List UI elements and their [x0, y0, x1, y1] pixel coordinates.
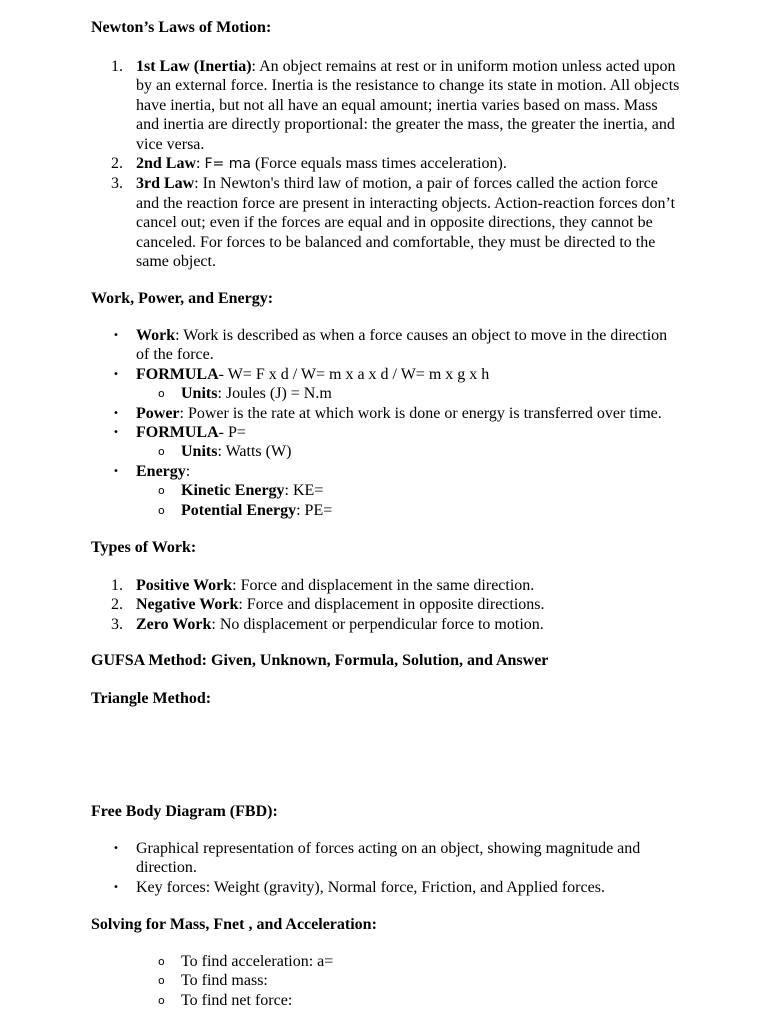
sub-bullet-marker: o — [158, 503, 165, 517]
power-units-label: Units — [181, 443, 218, 461]
list-item-find-net-force — [0, 991, 681, 1010]
heading-newtons-laws: Newton’s Laws of Motion: — [91, 19, 272, 36]
list-marker: 2. — [111, 596, 123, 614]
list-item-work-formula — [0, 365, 681, 384]
work-units-label: Units — [181, 385, 218, 403]
potential-energy-label: Potential Energy — [181, 501, 297, 519]
fbd-definition-text: Graphical representation of forces acting on an object, showing magnitude and direction. — [136, 840, 641, 877]
list-item-fbd-key-forces — [0, 878, 681, 897]
list-item-potential-energy — [0, 501, 681, 520]
types-of-work-list — [0, 576, 768, 634]
find-net-force-text: To find net force: — [181, 991, 293, 1009]
list-marker: 1. — [111, 58, 123, 75]
list-item-positive-work — [0, 576, 681, 595]
fbd-key-forces-text: Key forces: Weight (gravity), Normal force, Friction, and Applied forces. — [136, 878, 605, 896]
positive-work-text: : Force and displacement in the same direction. — [232, 577, 535, 594]
third-law-label: 3rd Law — [136, 175, 195, 193]
second-law-text: (Force equals mass times acceleration). — [250, 155, 507, 173]
kinetic-energy-label: Kinetic Energy — [181, 482, 285, 500]
list-item-third-law — [0, 174, 681, 271]
heading-triangle-method: Triangle Method: — [91, 690, 212, 707]
power-label: Power — [136, 404, 180, 422]
list-item-kinetic-energy — [0, 481, 681, 500]
negative-work-text: : Force and displacement in opposite directions. — [238, 596, 545, 614]
energy-label: Energy — [136, 462, 186, 480]
work-units-text: : Joules (J) = N.m — [217, 385, 332, 403]
heading-types-of-work: Types of Work: — [91, 539, 197, 556]
work-power-energy-list — [0, 326, 768, 520]
second-law-label: 2nd Law — [136, 155, 197, 173]
energy-text: : — [185, 462, 191, 480]
sub-bullet-marker: o — [158, 955, 165, 968]
heading-gufsa-method: GUFSA Method: Given, Unknown, Formula, Solution, and Answer — [91, 652, 549, 669]
power-units-text: : Watts (W) — [217, 443, 292, 461]
heading-solving-mass-fnet-acceleration: Solving for Mass, Fnet , and Acceleration: — [91, 916, 377, 933]
second-law-colon: : — [196, 155, 205, 173]
work-label: Work — [136, 327, 176, 344]
zero-work-label: Zero Work — [136, 615, 212, 633]
list-marker: 1. — [111, 577, 123, 594]
power-formula-label: FORMULA — [136, 424, 219, 442]
fbd-list — [0, 839, 768, 897]
bullet-marker: • — [113, 881, 119, 893]
list-item-negative-work — [0, 595, 681, 614]
list-item-work — [0, 326, 681, 365]
bullet-marker: • — [113, 843, 119, 854]
heading-free-body-diagram: Free Body Diagram (FBD): — [91, 803, 278, 820]
work-formula-text: - W= F x d / W= m x a x d / W= m x g x h — [218, 365, 490, 383]
first-law-label: 1st Law (Inertia) — [136, 58, 252, 75]
power-text: : Power is the rate at which work is done or energy is transferred over time. — [179, 404, 662, 422]
negative-work-label: Negative Work — [136, 596, 239, 614]
kinetic-energy-text: : KE= — [284, 482, 324, 500]
list-marker: 2. — [111, 155, 123, 173]
list-item-energy — [0, 462, 681, 481]
solving-list — [0, 952, 768, 1010]
bullet-marker: • — [113, 330, 119, 341]
list-item-second-law — [0, 154, 681, 174]
bullet-marker: • — [113, 427, 119, 439]
list-item-power-units — [0, 442, 681, 461]
bullet-marker: • — [113, 465, 119, 477]
work-text: : Work is described as when a force causes an object to move in the direction of the force. — [136, 327, 668, 364]
find-acceleration-text: To find acceleration: a= — [181, 953, 334, 970]
list-item-power-formula — [0, 423, 681, 442]
sub-bullet-marker: o — [158, 445, 165, 459]
work-formula-label: FORMULA — [136, 365, 219, 383]
list-item-find-mass — [0, 971, 681, 990]
list-item-fbd-definition — [0, 839, 681, 878]
list-item-find-acceleration — [0, 952, 681, 971]
sub-bullet-marker: o — [158, 484, 165, 498]
bullet-marker: • — [113, 368, 119, 380]
newton-laws-list — [0, 57, 768, 271]
heading-work-power-energy: Work, Power, and Energy: — [91, 290, 274, 307]
third-law-text: : In Newton's third law of motion, a pair of forces called the action force and the reaction force are present in interacting objects. Action-reaction forces don’t cancel out; even if the forces are equal and in opposite directions, they cannot be canceled. For forces to be balanced and comfortable, they must be directed to the same object. — [136, 175, 676, 271]
list-item-zero-work — [0, 615, 681, 634]
positive-work-label: Positive Work — [136, 577, 233, 594]
list-item-work-units — [0, 384, 681, 403]
sub-bullet-marker: o — [158, 974, 165, 988]
potential-energy-text: : PE= — [296, 501, 333, 519]
list-marker: 3. — [111, 615, 123, 633]
first-law-text: : An object remains at rest or in uniform motion unless acted upon by an external force. Inertia is the resistance to change its state in motion. All objects have inertia, but not all have an equal amount; inertia varies based on mass. Mass and inertia are directly proportional: the greater the mass, the greater the inertia, and vice versa. — [136, 58, 680, 153]
list-marker: 3. — [111, 175, 123, 193]
find-mass-text: To find mass: — [181, 972, 268, 990]
power-formula-text: - P= — [218, 424, 246, 442]
second-law-formula: F= ma — [204, 156, 251, 173]
list-item-power — [0, 404, 681, 423]
list-item-first-law — [0, 57, 681, 154]
zero-work-text: : No displacement or perpendicular force to motion. — [211, 615, 544, 633]
bullet-marker: • — [113, 407, 119, 419]
sub-bullet-marker: o — [158, 993, 165, 1007]
sub-bullet-marker: o — [158, 387, 165, 401]
